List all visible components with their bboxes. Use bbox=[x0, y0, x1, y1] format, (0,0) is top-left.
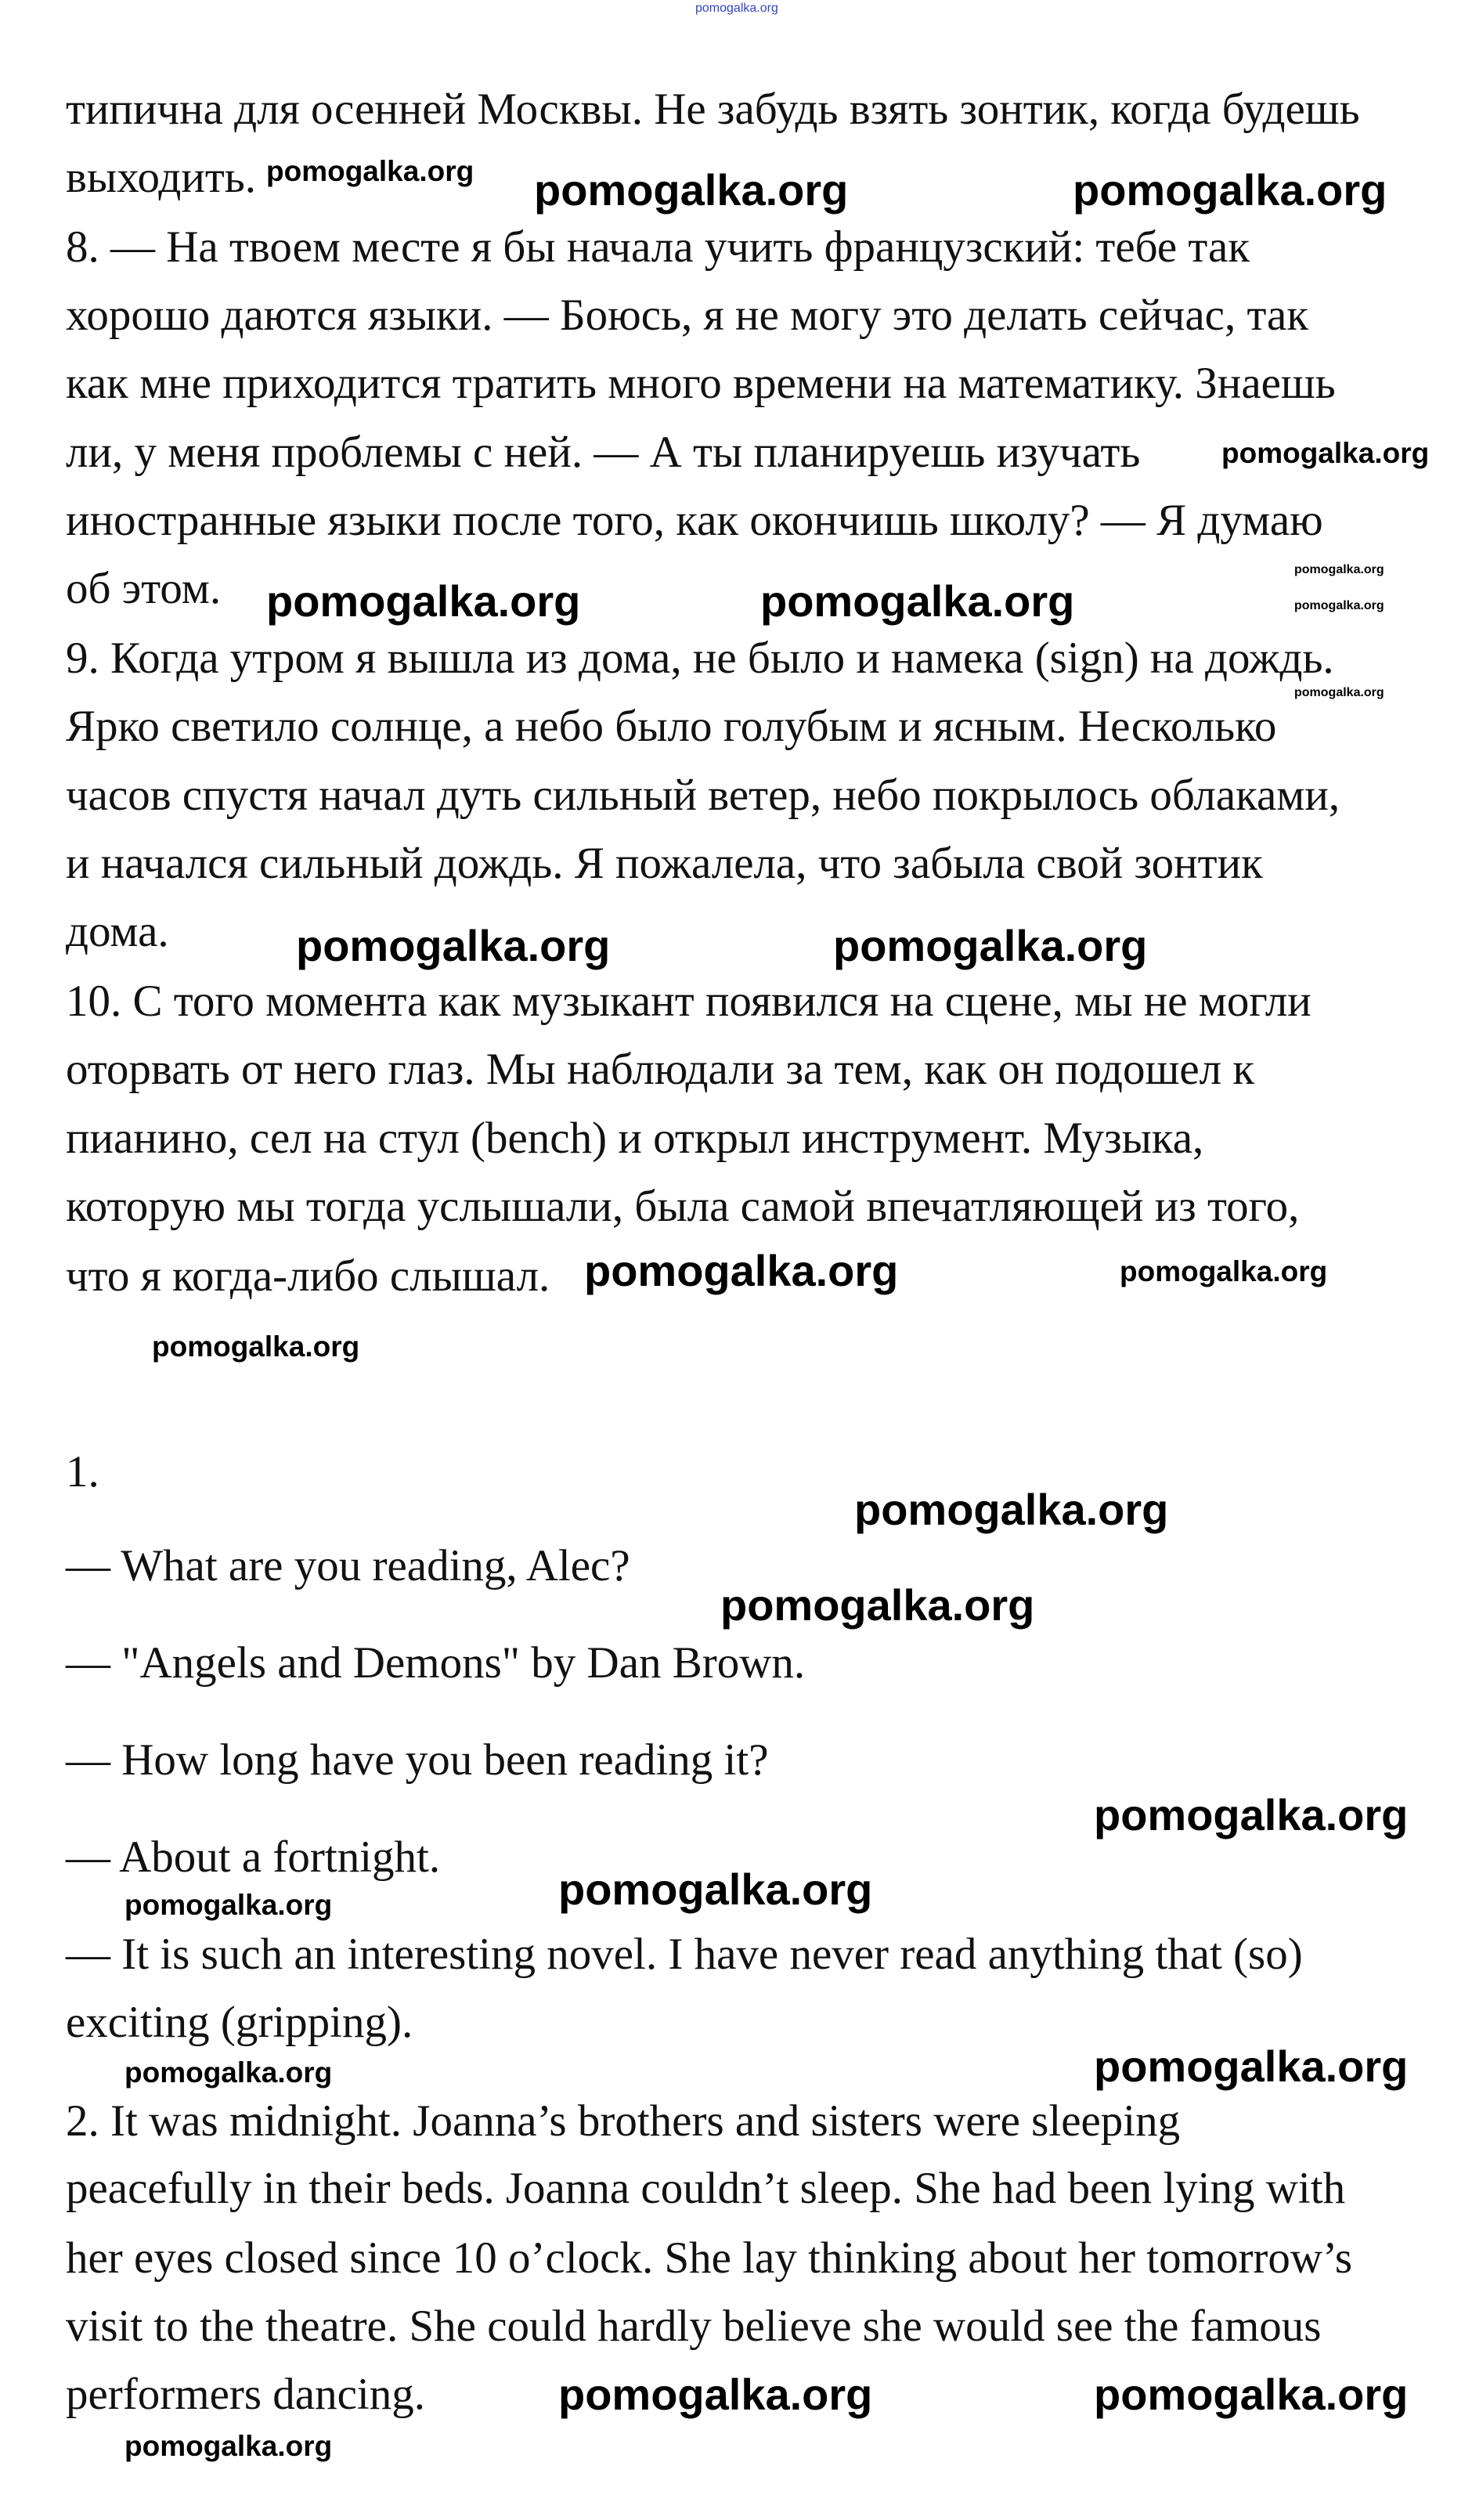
text-line: — "Angels and Demons" by Dan Brown. bbox=[66, 1638, 806, 1688]
text-line: 8. — На твоем месте я бы начала учить французский: тебе так bbox=[66, 222, 1250, 272]
watermark: pomogalka.org bbox=[1294, 563, 1384, 576]
text-line: Ярко светило солнце, а небо было голубым и ясным. Несколько bbox=[66, 702, 1277, 751]
text-line: иностранные языки после того, как окончишь школу? — Я думаю bbox=[66, 496, 1323, 545]
watermark: pomogalka.org bbox=[1094, 2370, 1409, 2419]
text-line: что я когда-либо слышал. bbox=[66, 1251, 550, 1301]
watermark: pomogalka.org bbox=[266, 576, 581, 626]
text-line: хорошо даются языки. — Боюсь, я не могу это делать сейчас, так bbox=[66, 291, 1309, 340]
text-line: выходить. bbox=[66, 153, 257, 202]
watermark: pomogalka.org bbox=[558, 1865, 873, 1914]
text-line: пианино, сел на стул (bench) и открыл инструмент. Музыка, bbox=[66, 1114, 1204, 1163]
watermark: pomogalka.org bbox=[695, 2, 778, 15]
text-line: exciting (gripping). bbox=[66, 1998, 413, 2047]
watermark: pomogalka.org bbox=[720, 1580, 1035, 1630]
watermark: pomogalka.org bbox=[833, 921, 1148, 970]
text-line: дома. bbox=[66, 907, 169, 956]
watermark: pomogalka.org bbox=[558, 2370, 873, 2419]
watermark: pomogalka.org bbox=[296, 921, 611, 970]
watermark: pomogalka.org bbox=[854, 1485, 1169, 1534]
text-line: 2. It was midnight. Joanna’s brothers and sisters were sleeping bbox=[66, 2096, 1181, 2146]
text-line: — How long have you been reading it? bbox=[66, 1735, 769, 1785]
text-line: об этом. bbox=[66, 564, 222, 613]
watermark: pomogalka.org bbox=[124, 2430, 333, 2462]
text-line: peacefully in their beds. Joanna couldn’t sleep. She had been lying with bbox=[66, 2164, 1346, 2213]
watermark: pomogalka.org bbox=[266, 155, 474, 187]
text-line: оторвать от него глаз. Мы наблюдали за тем, как он подошел к bbox=[66, 1045, 1255, 1094]
watermark: pomogalka.org bbox=[1221, 437, 1430, 469]
text-line: часов спустя начал дуть сильный ветер, небо покрылось облаками, bbox=[66, 771, 1340, 820]
watermark: pomogalka.org bbox=[760, 576, 1075, 626]
watermark: pomogalka.org bbox=[124, 1889, 333, 1921]
text-line: типична для осенней Москвы. Не забудь взять зонтик, когда будешь bbox=[66, 85, 1360, 134]
text-line: которую мы тогда услышали, была самой впечатляющей из того, bbox=[66, 1182, 1300, 1231]
text-line: — What are you reading, Alec? bbox=[66, 1541, 630, 1590]
text-line: performers dancing. bbox=[66, 2370, 425, 2419]
text-line: her eyes closed since 10 o’clock. She lay thinking about her tomorrow’s bbox=[66, 2233, 1353, 2283]
text-line: как мне приходится тратить много времени на математику. Знаешь bbox=[66, 359, 1336, 408]
watermark: pomogalka.org bbox=[584, 1246, 899, 1295]
watermark: pomogalka.org bbox=[1294, 686, 1384, 699]
watermark: pomogalka.org bbox=[1294, 599, 1384, 612]
watermark: pomogalka.org bbox=[1094, 1790, 1409, 1839]
text-line: — It is such an interesting novel. I have never read anything that (so) bbox=[66, 1930, 1303, 1979]
watermark: pomogalka.org bbox=[1073, 165, 1387, 215]
text-line: ли, у меня проблемы с ней. — А ты планируешь изучать bbox=[66, 428, 1141, 477]
watermark: pomogalka.org bbox=[152, 1330, 360, 1363]
watermark: pomogalka.org bbox=[1120, 1255, 1328, 1287]
text-line: и начался сильный дождь. Я пожалела, что забыла свой зонтик bbox=[66, 839, 1263, 888]
text-line: — About a fortnight. bbox=[66, 1832, 441, 1882]
text-line: 10. С того момента как музыкант появился на сцене, мы не могли bbox=[66, 977, 1311, 1026]
text-line: 9. Когда утром я вышла из дома, не было и намека (sign) на дождь. bbox=[66, 634, 1334, 683]
section-number: 1. bbox=[66, 1447, 99, 1496]
watermark: pomogalka.org bbox=[534, 165, 849, 215]
watermark: pomogalka.org bbox=[124, 2056, 333, 2089]
watermark: pomogalka.org bbox=[1094, 2042, 1409, 2091]
text-line: visit to the theatre. She could hardly believe she would see the famous bbox=[66, 2302, 1322, 2351]
